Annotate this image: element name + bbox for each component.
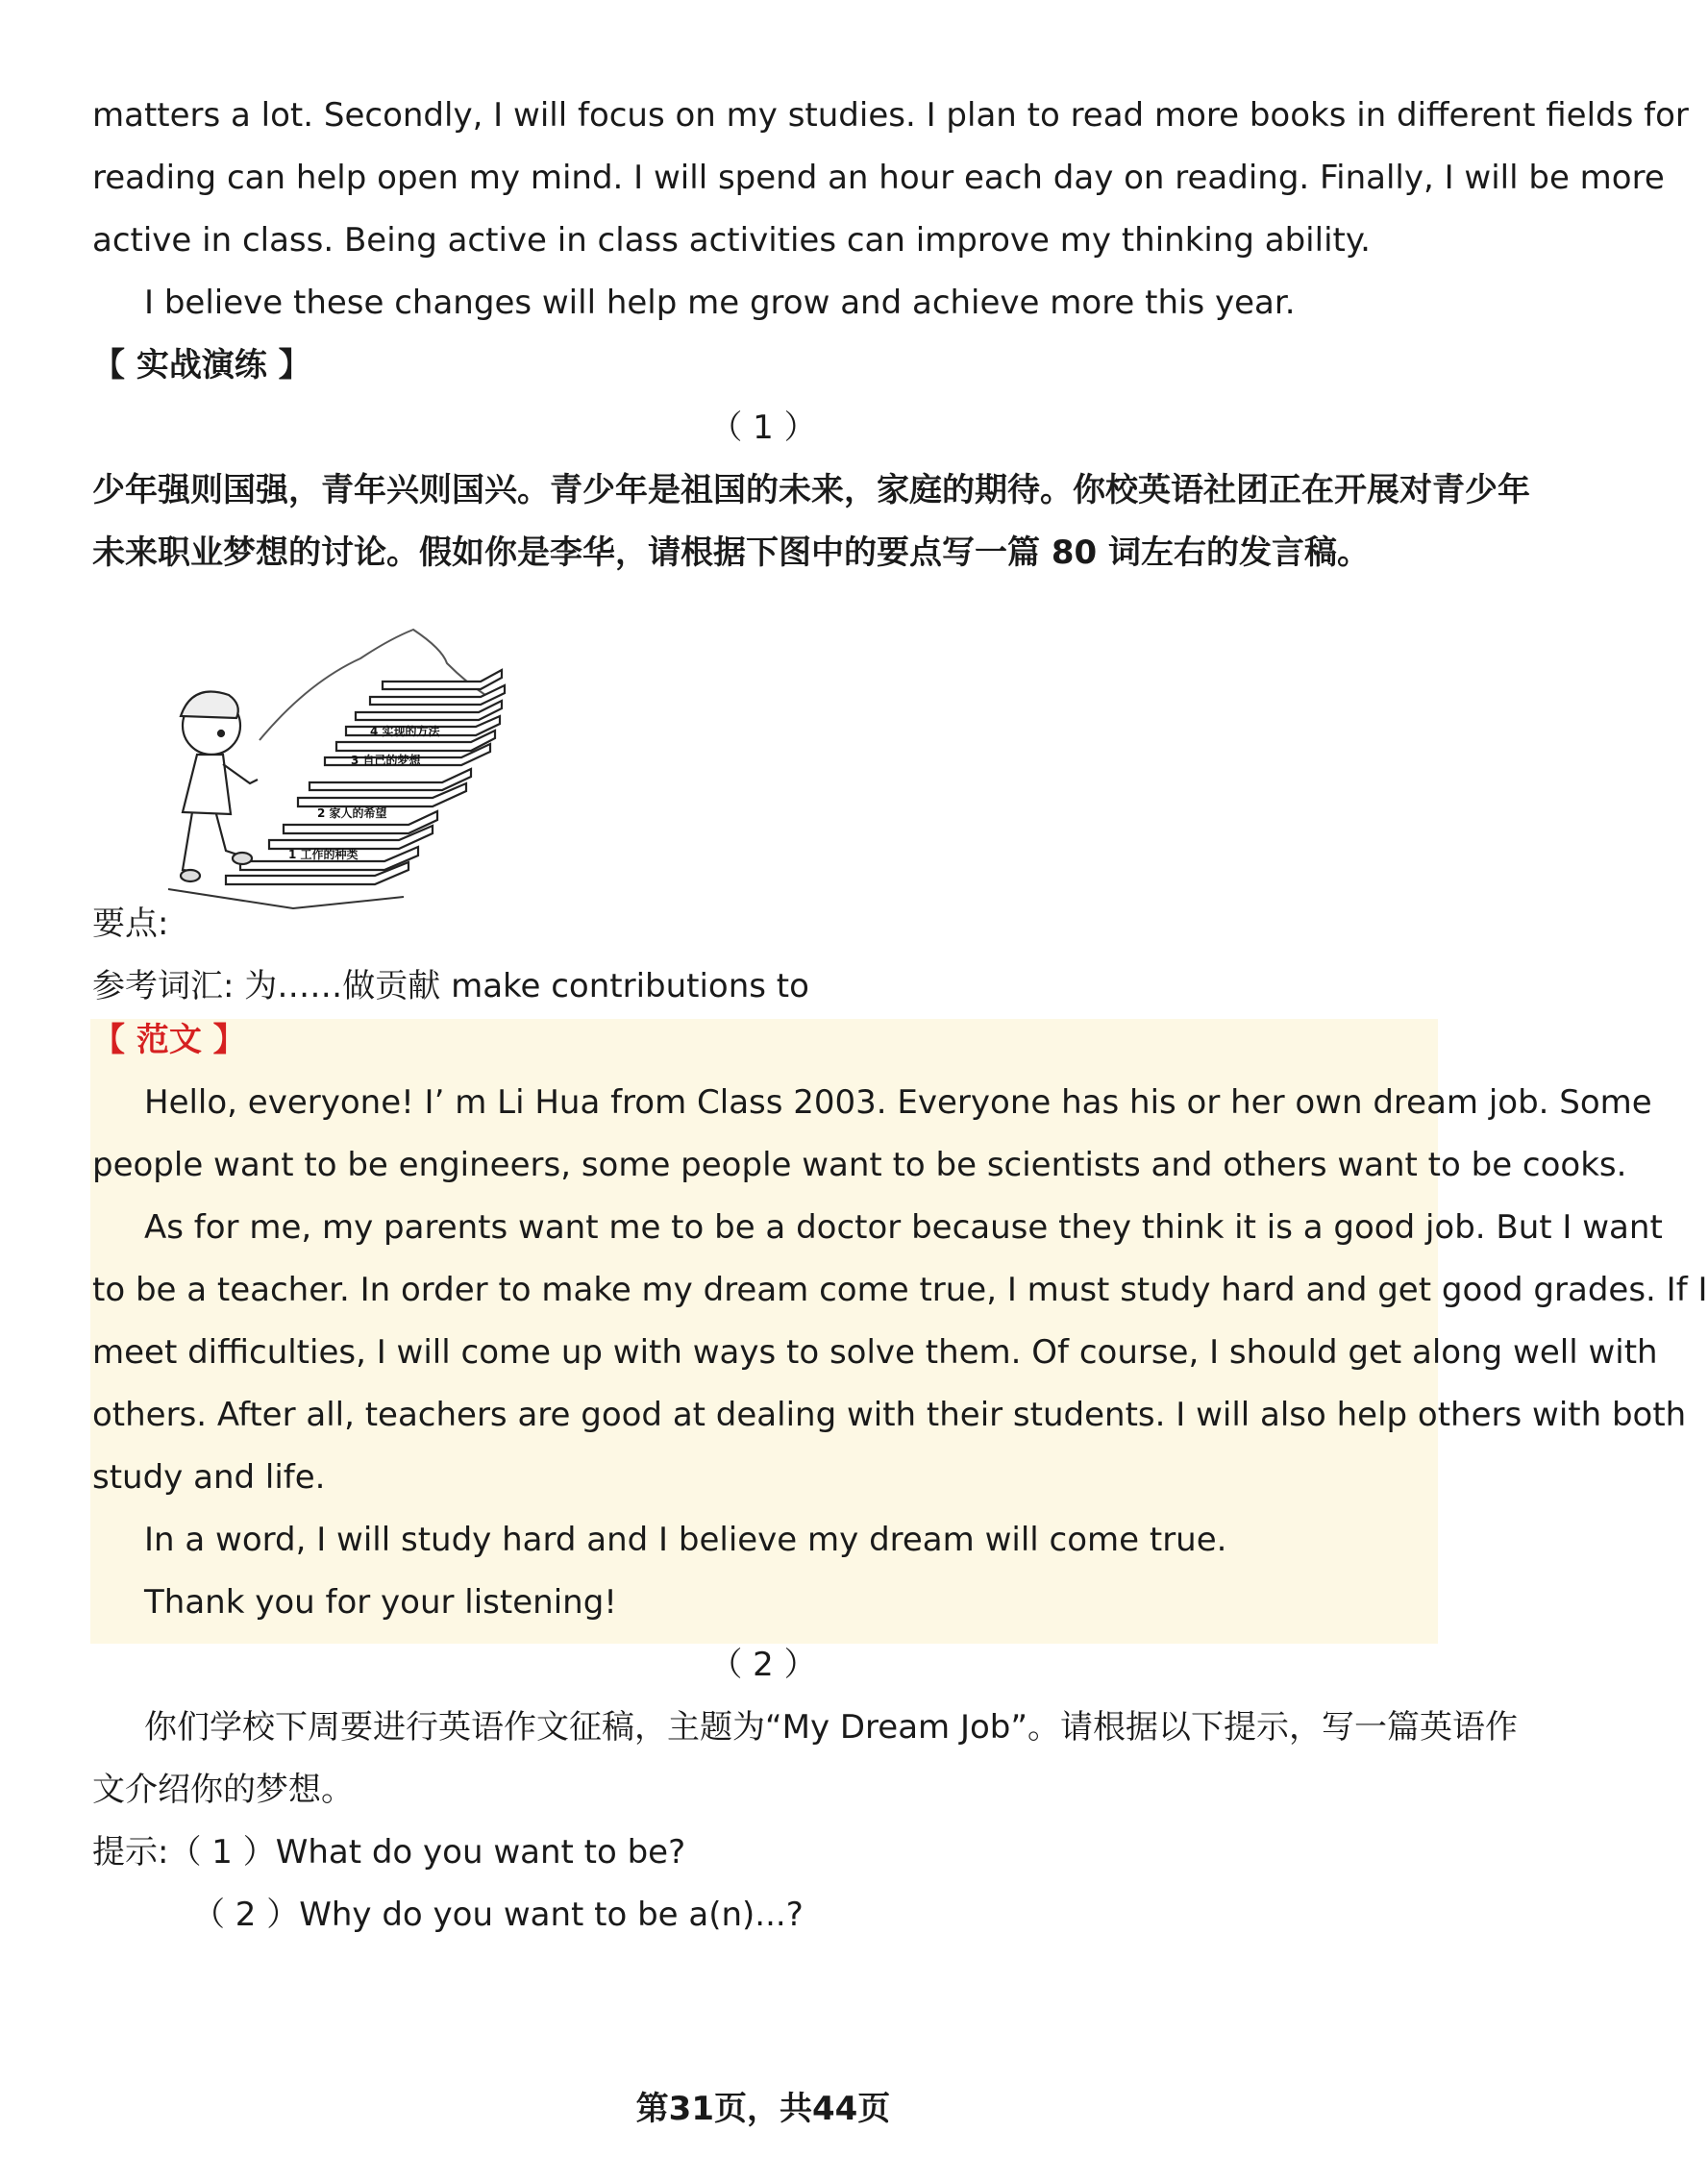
essay-line: active in class. Being active in class activities can improve my thinking ability. [92,221,1371,260]
book-stairs-illustration [154,591,557,923]
key-points-label: 要点: [92,905,169,943]
task-number: （ 1 ） [709,409,817,447]
essay-line: reading can help open my mind. I will spend an hour each day on reading. Finally, I will be more [92,159,1665,197]
essay-line: matters a lot. Secondly, I will focus on my studies. I plan to read more books in different fields for [92,96,1689,135]
task-prompt-line: 你们学校下周要进行英语作文征稿，主题为“My Dream Job”。请根据以下提示，写一篇英语作 [144,1708,1518,1747]
step-label: 2 家人的希望 [317,806,387,820]
task-number: （ 2 ） [709,1646,817,1684]
step-label: 4 实现的方法 [370,725,440,738]
step-label: 3 自己的梦想 [351,754,421,767]
sample-line: study and life. [92,1458,326,1497]
sample-line: people want to be engineers, some people want to be scientists and others want to be cooks. [92,1146,1627,1184]
task-prompt-line: 未来职业梦想的讨论。假如你是李华，请根据下图中的要点写一篇 80 词左右的发言稿。 [92,533,1370,572]
sample-line: meet difficulties, I will come up with ways to solve them. Of course, I should get along well with [92,1333,1658,1372]
sample-line: others. After all, teachers are good at dealing with their students. I will also help others with both [92,1396,1687,1434]
sample-line: Thank you for your listening! [144,1583,617,1622]
essay-closing: I believe these changes will help me grow and achieve more this year. [144,284,1296,322]
page-number: 第31页，共44页 [635,2090,891,2128]
sample-line: As for me, my parents want me to be a doctor because they think it is a good job. But I want [144,1208,1663,1247]
sample-line: Hello, everyone! I’ m Li Hua from Class 2003. Everyone has his or her own dream job. Some [144,1083,1652,1122]
step-label: 1 工作的种类 [288,848,359,861]
sample-line: to be a teacher. In order to make my dream come true, I must study hard and get good grades. If I [92,1271,1708,1309]
task-prompt-line: 少年强则国强，青年兴则国兴。青少年是祖国的未来，家庭的期待。你校英语社团正在开展对青少年 [92,471,1530,509]
task-prompt-line: 文介绍你的梦想。 [92,1771,354,1809]
hint-line: 提示:（ 1 ）What do you want to be? [92,1833,686,1872]
sample-label: 【 范文 】 [92,1021,246,1059]
sample-line: In a word, I will study hard and I believe my dream will come true. [144,1521,1227,1559]
reference-vocab: 参考词汇: 为……做贡献 make contributions to [92,967,809,1005]
practice-heading: 【 实战演练 】 [92,346,311,384]
hint-line: （ 2 ）Why do you want to be a(n)...? [192,1896,804,1934]
